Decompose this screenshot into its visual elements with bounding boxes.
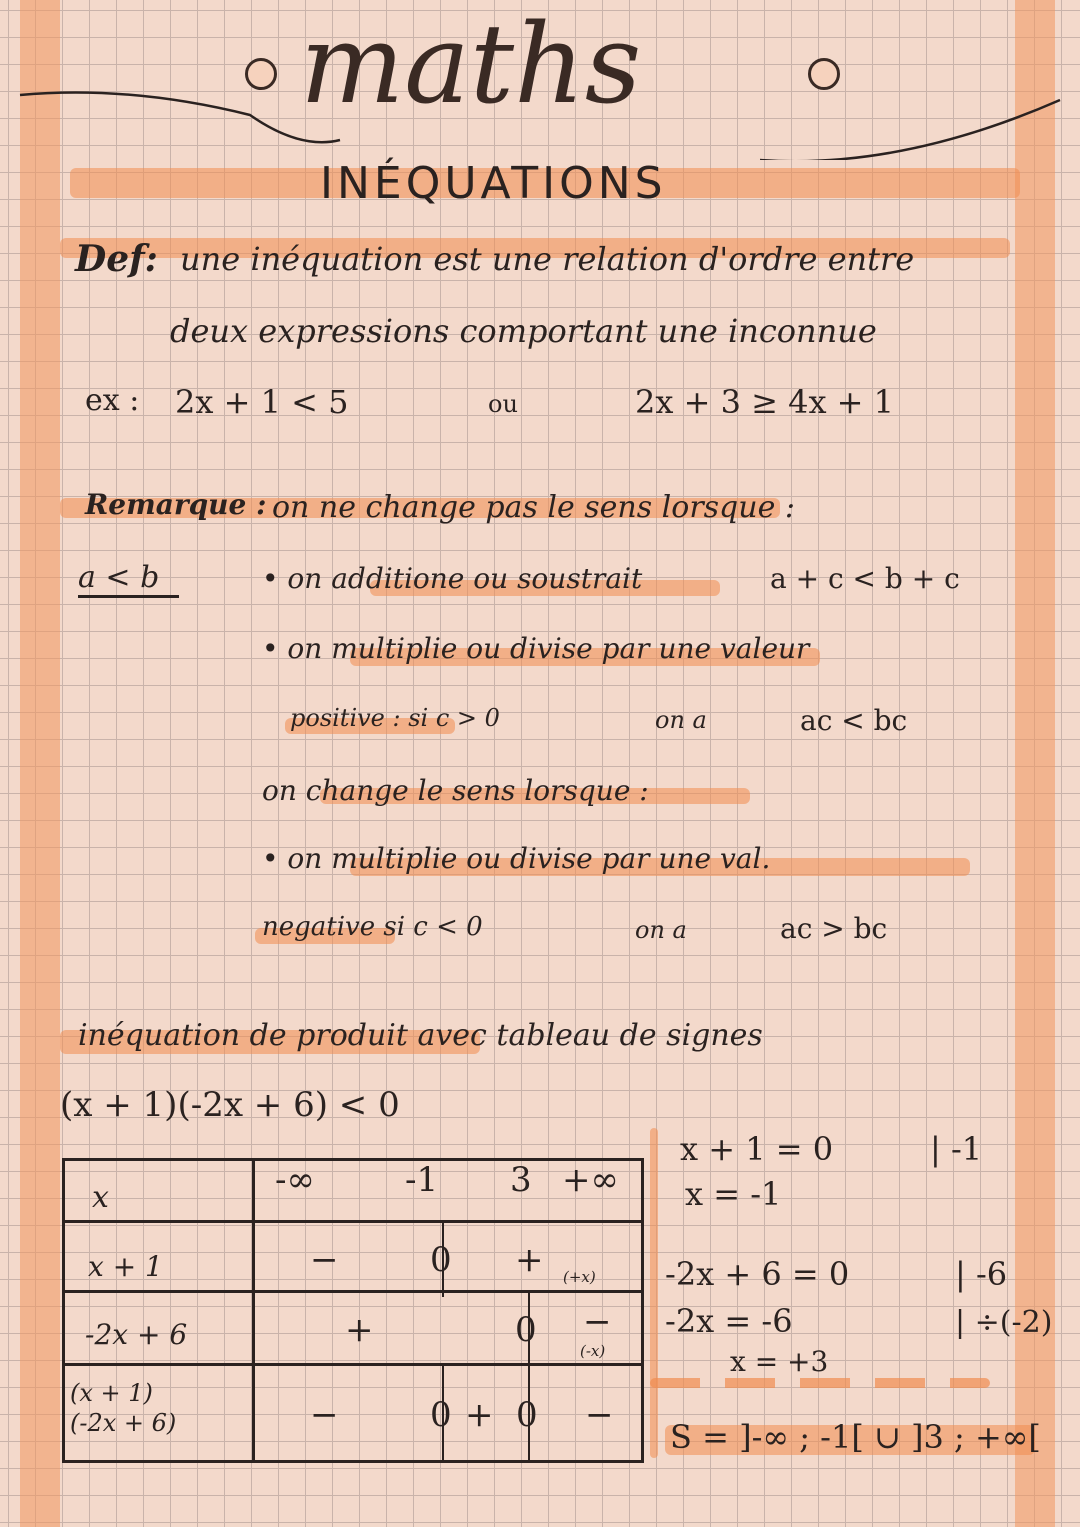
example-or: ou bbox=[488, 390, 518, 418]
example-label: ex : bbox=[85, 383, 140, 418]
remarque-label: Remarque : bbox=[85, 488, 267, 521]
sign: − bbox=[583, 1302, 612, 1342]
solve-eq: x + 1 = 0 bbox=[680, 1130, 834, 1168]
condition: a < b bbox=[78, 560, 179, 598]
definition-line1: une inéquation est une relation d'ordre entre bbox=[180, 240, 915, 278]
sign: 0 bbox=[515, 1310, 537, 1350]
sign: + bbox=[465, 1395, 494, 1435]
bullet-3-result: ac > bc bbox=[780, 912, 888, 945]
bullet-1: • on additione ou soustrait bbox=[262, 562, 643, 595]
solution: S = ]-∞ ; -1[ ∪ ]3 ; +∞[ bbox=[670, 1418, 1041, 1456]
table-header-value: 3 bbox=[510, 1160, 532, 1200]
bullet-2-cont: positive : si c > 0 bbox=[290, 704, 500, 732]
bullet-2-result: ac < bc bbox=[800, 704, 908, 737]
sign: 0 bbox=[430, 1395, 452, 1435]
sign: + bbox=[515, 1240, 544, 1280]
solve-op: | -6 bbox=[955, 1255, 1008, 1293]
example-1: 2x + 1 < 5 bbox=[175, 383, 349, 421]
solve-eq: x = +3 bbox=[730, 1345, 829, 1378]
solve-op: | -1 bbox=[930, 1130, 983, 1168]
table-header-value: -∞ bbox=[275, 1160, 315, 1200]
table-header-value: -1 bbox=[405, 1160, 439, 1200]
table-row-label: -2x + 6 bbox=[85, 1318, 188, 1351]
note: (+x) bbox=[563, 1268, 596, 1286]
table-header-label: x bbox=[92, 1180, 109, 1215]
section-title: INÉQUATIONS bbox=[320, 158, 667, 209]
solve-op: | ÷(-2) bbox=[955, 1305, 1053, 1340]
table-row-label: x + 1 bbox=[88, 1250, 163, 1283]
margin-highlight-right bbox=[1015, 0, 1055, 1527]
page-title: maths bbox=[300, 0, 642, 128]
table-row-label: (x + 1) (-2x + 6) bbox=[70, 1379, 177, 1437]
definition-line2: deux expressions comportant une inconnue bbox=[170, 312, 877, 350]
solve-eq: -2x + 6 = 0 bbox=[665, 1255, 850, 1293]
dashed-separator bbox=[650, 1378, 990, 1388]
margin-highlight-left bbox=[20, 0, 60, 1527]
bullet-2: • on multiplie ou divise par une valeur bbox=[262, 632, 810, 665]
note: (-x) bbox=[580, 1342, 606, 1360]
sign: − bbox=[310, 1395, 339, 1435]
sign: − bbox=[585, 1395, 614, 1435]
table-header-value: +∞ bbox=[562, 1160, 619, 1200]
change-intro: on change le sens lorsque : bbox=[262, 774, 649, 807]
sign: 0 bbox=[516, 1395, 538, 1435]
definition-label: Def: bbox=[75, 238, 158, 280]
bullet-2-ona: on a bbox=[655, 706, 707, 734]
solve-eq: x = -1 bbox=[685, 1175, 782, 1213]
sign: 0 bbox=[430, 1240, 452, 1280]
product-title: inéquation de produit avec tableau de signes bbox=[78, 1018, 763, 1053]
bullet-1-result: a + c < b + c bbox=[770, 562, 960, 595]
bullet-3-cont: negative si c < 0 bbox=[262, 912, 483, 942]
product-inequation: (x + 1)(-2x + 6) < 0 bbox=[60, 1085, 400, 1125]
sign: + bbox=[345, 1310, 374, 1350]
bullet-3-ona: on a bbox=[635, 916, 687, 944]
sign: − bbox=[310, 1240, 339, 1280]
bullet-3: • on multiplie ou divise par une val. bbox=[262, 842, 771, 875]
highlight bbox=[650, 1128, 658, 1458]
example-2: 2x + 3 ≥ 4x + 1 bbox=[635, 383, 894, 421]
solve-eq: -2x = -6 bbox=[665, 1302, 793, 1340]
remarque-intro: on ne change pas le sens lorsque : bbox=[272, 490, 795, 525]
